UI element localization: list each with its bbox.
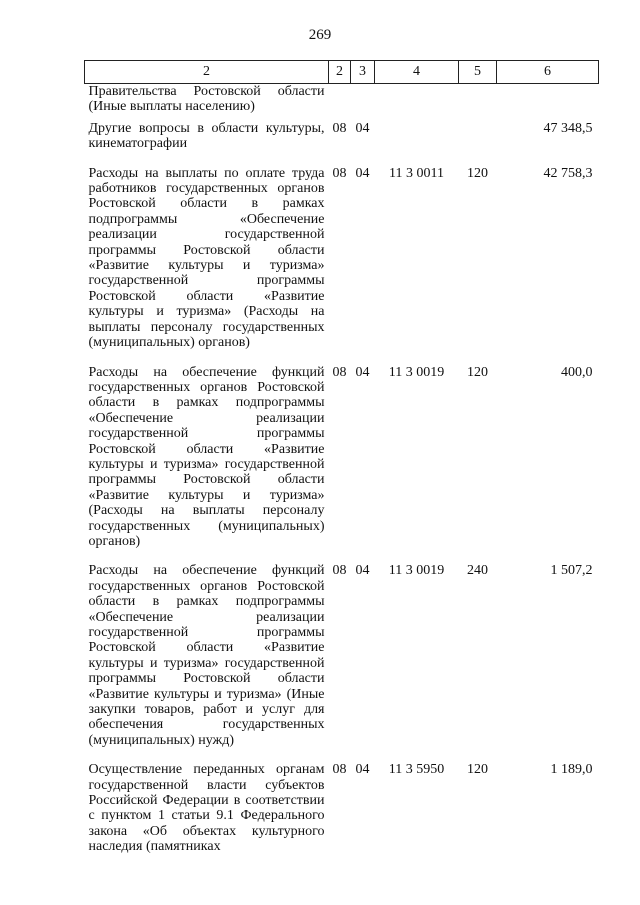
row-description: Другие вопросы в области культуры, кинематографии (88, 120, 325, 152)
table-row (85, 84, 599, 121)
row-subsection (351, 84, 375, 121)
page-number: 269 (308, 27, 332, 43)
row-description: Расходы на выплаты по оплате труда работников государственных органов Ростовской области в рамках подпрограммы «Обеспечение реализации государственной программы Ростовской области «Развитие культуры и туризма» государственной программы Ростовской области «Развитие культуры и туризма» (Расходы на выплаты персоналу государственных (муниципальных) органов) (88, 165, 325, 351)
row-expense-type (459, 84, 497, 121)
row-expense-type: 120 (467, 762, 488, 778)
row-section: 08 (332, 120, 347, 136)
row-target-code: 11 3 0019 (388, 563, 445, 579)
row-section: 08 (332, 364, 347, 380)
header-cell: 6 (497, 61, 599, 84)
table-row (85, 365, 599, 564)
row-target-code: 11 3 0011 (389, 165, 444, 181)
header-cell: 2 (329, 61, 351, 84)
header-cell: 5 (459, 61, 497, 84)
row-description: Расходы на обеспечение функций государственных органов Ростовской области в рамках подпрограммы «Обеспечение реализации государственной программы Ростовской области «Развитие культуры и туризма» государственной программы Ростовской области «Развитие культуры и туризма» (Расходы на выплаты персоналу государственных (муниципальных) органов) (88, 364, 325, 549)
row-section: 08 (332, 563, 347, 579)
row-subsection: 04 (355, 165, 370, 181)
row-amount: 1 507,2 (550, 563, 593, 579)
table-row (85, 563, 599, 762)
row-expense-type: 120 (467, 364, 488, 380)
row-target-code: 11 3 0019 (388, 364, 445, 380)
row-amount: 400,0 (561, 364, 593, 380)
row-subsection: 04 (355, 563, 370, 579)
row-description: Расходы на обеспечение функций государственных органов Ростовской области в рамках подпрограммы «Обеспечение реализации государственной программы Ростовской области «Развитие культуры и туризма» государственной программы Ростовской области «Развитие культуры и туризма» (Иные закупки товаров, работ и услуг для обеспечения государственных (муниципальных) нужд) (88, 563, 325, 748)
header-cell: 4 (375, 61, 459, 84)
row-target-code (375, 121, 459, 166)
row-amount: 1 189,0 (550, 762, 593, 778)
row-subsection: 04 (355, 762, 370, 778)
table-header-row (85, 61, 599, 84)
header-cell: 3 (351, 61, 375, 84)
row-section: 08 (332, 762, 347, 778)
row-expense-type (459, 121, 497, 166)
budget-table (84, 60, 599, 869)
table-row (85, 121, 599, 166)
row-amount: 42 758,3 (543, 165, 593, 181)
row-section: 08 (332, 165, 347, 181)
row-description: Осуществление переданных органам государственной власти субъектов Российской Федерации в соответствии с пунктом 1 статьи 9.1 Федерального закона «Об объектах культурного наследия (памятниках (88, 762, 325, 855)
row-description: Правительства Ростовской области (Иные выплаты населению) (88, 84, 325, 115)
row-target-code (375, 84, 459, 121)
row-expense-type: 120 (467, 165, 488, 181)
row-amount: 47 348,5 (543, 120, 593, 136)
row-expense-type: 240 (467, 563, 488, 579)
row-amount (497, 84, 599, 121)
row-target-code: 11 3 5950 (388, 762, 445, 778)
table-row (85, 166, 599, 365)
header-cell: 2 (85, 61, 329, 84)
row-section (329, 84, 351, 121)
table-row (85, 762, 599, 868)
row-subsection: 04 (355, 120, 370, 136)
row-subsection: 04 (355, 364, 370, 380)
